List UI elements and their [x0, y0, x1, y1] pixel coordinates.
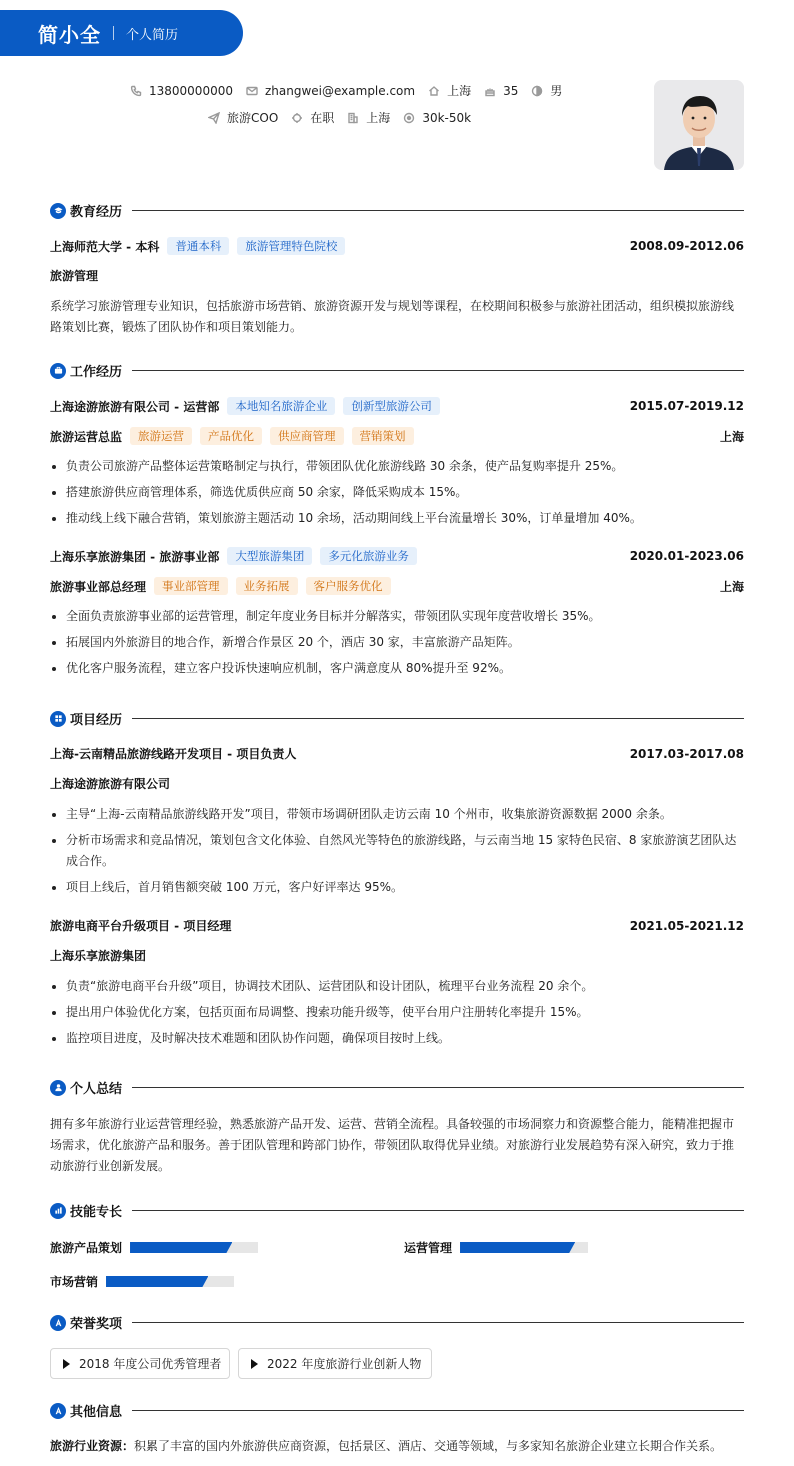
salary-info	[403, 111, 471, 125]
section-divider	[132, 718, 744, 719]
skill-name: 市场营销	[50, 1275, 99, 1289]
school-name: 上海师范大学 - 本科	[50, 239, 160, 254]
work-city: 上海	[719, 429, 744, 444]
project-date: 2021.05-2021.12	[629, 918, 744, 933]
grid-icon	[50, 711, 66, 727]
awards-heading: 荣誉奖项	[70, 1317, 123, 1332]
project-1-header-row	[50, 745, 744, 762]
company-tag: 创新型旅游公司	[343, 397, 440, 415]
role-tag: 事业部管理	[154, 577, 228, 595]
project-2-bullets	[50, 976, 744, 1054]
skill-name: 运营管理	[404, 1241, 453, 1255]
summary-text: 拥有多年旅游行业运营管理经验，熟悉旅游产品开发、运营、营销全流程。具备较强的市场洞察力和资源整合能力，能精准把握市场需求，优化旅游产品和服务。善于团队管理和跨部门协作，带领团队取得优异业绩。对旅游行业发展趋势有深入研究，致力于推动旅游行业创新发展。	[50, 1117, 735, 1173]
work-city: 上海	[719, 579, 744, 594]
education-heading: 教育经历	[70, 205, 123, 220]
project-company: 上海途游旅游有限公司	[50, 777, 171, 791]
section-divider	[132, 1087, 744, 1088]
info-icon	[50, 1403, 66, 1419]
skills-heading: 技能专长	[70, 1205, 123, 1220]
candidate-name: 简小全	[38, 22, 101, 47]
school-tag: 普通本科	[167, 237, 229, 255]
building-icon	[347, 112, 359, 124]
avatar-photo	[654, 80, 744, 170]
major-row	[50, 267, 744, 284]
project-2-header-row	[50, 917, 744, 934]
skill-bar-fill	[106, 1276, 208, 1287]
list-item: 负责“旅游电商平台升级”项目，协调技术团队、运营团队和设计团队，梳理平台业务流程 20 余个。	[50, 976, 744, 997]
target-city-text: 上海	[366, 111, 391, 125]
work-date: 2015.07-2019.12	[629, 399, 744, 413]
company-tag: 多元化旅游业务	[320, 547, 417, 565]
section-divider	[132, 1210, 744, 1211]
project-1-company-row	[50, 775, 744, 792]
award-text: 2018 年度公司优秀管理者	[79, 1357, 222, 1371]
company-name: 上海途游旅游有限公司 - 运营部	[50, 399, 220, 414]
award-badge	[238, 1348, 432, 1379]
skill-bar-fill	[130, 1242, 232, 1253]
name-banner	[0, 10, 243, 56]
awards-section-title	[50, 1313, 744, 1332]
salary-text: 30k-50k	[422, 110, 472, 125]
list-item: 搭建旅游供应商管理体系，筛选优质供应商 50 余家，降低采购成本 15%。	[50, 482, 744, 503]
list-item: 推动线上线下融合营销，策划旅游主题活动 10 余场，活动期间线上平台流量增长 30%，订单量增加 40%。	[50, 508, 744, 529]
phone-info	[130, 84, 233, 98]
gender-icon	[531, 85, 543, 97]
work-2-header-row	[50, 547, 744, 565]
target-position-info	[208, 109, 278, 126]
award-badge	[50, 1348, 230, 1379]
status-text: 在职	[310, 111, 335, 125]
education-description: 系统学习旅游管理专业知识，包括旅游市场营销、旅游资源开发与规划等课程，在校期间积极参与旅游社团活动，组织模拟旅游线路策划比赛，锻炼了团队协作和项目策划能力。	[50, 299, 735, 334]
project-title: 旅游电商平台升级项目 - 项目经理	[50, 919, 232, 933]
list-item: 监控项目进度，及时解决技术难题和团队协作问题，确保项目按时上线。	[50, 1028, 744, 1049]
role-tag: 业务拓展	[236, 577, 298, 595]
role-tag: 营销策划	[352, 427, 414, 445]
project-2-company-row	[50, 947, 744, 964]
skill-bar	[106, 1276, 234, 1287]
target-position-text: 旅游COO	[227, 111, 279, 125]
list-item: 拓展国内外旅游目的地合作，新增合作景区 20 个，酒店 30 家，丰富旅游产品矩阵。	[50, 632, 744, 653]
education-header-row	[50, 237, 744, 255]
projects-section-title	[50, 709, 744, 728]
skill-item	[50, 1239, 258, 1256]
age-text: 35	[503, 83, 519, 98]
other-text: 积累了丰富的国内外旅游供应商资源，包括景区、酒店、交通等领域，与多家知名旅游企业建立长期合作关系。	[134, 1439, 723, 1453]
list-item: 提出用户体验优化方案，包括页面布局调整、搜索功能升级等，使平台用户注册转化率提升 15%。	[50, 1002, 744, 1023]
section-divider	[132, 210, 744, 211]
education-section-title	[50, 201, 744, 220]
other-info	[50, 1437, 722, 1454]
work-date: 2020.01-2023.06	[629, 549, 744, 563]
play-icon	[251, 1359, 258, 1369]
contact-row-2	[208, 109, 484, 126]
other-label: 旅游行业资源：	[50, 1439, 135, 1453]
graduation-cap-icon	[50, 203, 66, 219]
home-icon	[428, 85, 440, 97]
age-info	[484, 84, 518, 98]
bar-chart-icon	[50, 1203, 66, 1219]
phone-text: 13800000000	[149, 83, 233, 98]
company-tag: 本地知名旅游企业	[227, 397, 335, 415]
email-text: zhangwei@example.com	[264, 83, 416, 98]
list-item: 优化客户服务流程，建立客户投诉快速响应机制，客户满意度从 80%提升至 92%。	[50, 658, 744, 679]
project-company: 上海乐享旅游集团	[50, 949, 147, 963]
section-divider	[132, 370, 744, 371]
list-item: 项目上线后，首月销售额突破 100 万元，客户好评率达 95%。	[50, 877, 744, 898]
skills-section-title	[50, 1201, 744, 1220]
gender-text: 男	[550, 84, 563, 98]
education-date: 2008.09-2012.06	[629, 239, 744, 253]
list-item: 负责公司旅游产品整体运营策略制定与执行，带领团队优化旅游线路 30 余条，使产品复购率提升 25%。	[50, 456, 744, 477]
role-tag: 供应商管理	[270, 427, 344, 445]
list-item: 全面负责旅游事业部的运营管理，制定年度业务目标并分解落实，带领团队实现年度营收增长 35%。	[50, 606, 744, 627]
work-1-header-row	[50, 397, 744, 415]
resume-subtitle: 个人简历	[126, 27, 179, 43]
work-heading: 工作经历	[70, 365, 123, 380]
user-icon	[50, 1080, 66, 1096]
role-tag: 客户服务优化	[306, 577, 391, 595]
major-name: 旅游管理	[50, 269, 99, 283]
status-icon	[291, 112, 303, 124]
status-info	[291, 109, 334, 126]
other-section-title	[50, 1401, 744, 1420]
banner-divider	[113, 26, 114, 40]
role-title: 旅游事业部总经理	[50, 579, 147, 594]
hometown-text: 上海	[447, 84, 472, 98]
skill-bar	[130, 1242, 258, 1253]
project-title: 上海-云南精品旅游线路开发项目 - 项目负责人	[50, 747, 297, 761]
role-tag: 旅游运营	[130, 427, 192, 445]
hometown-info	[428, 82, 471, 99]
skill-bar	[460, 1242, 588, 1253]
section-divider	[132, 1410, 744, 1411]
work-2-role-row	[50, 577, 744, 595]
list-item: 主导“上海-云南精品旅游线路开发”项目，带领市场调研团队走访云南 10 个州市，收集旅游资源数据 2000 余条。	[50, 804, 744, 825]
skill-bar-fill	[460, 1242, 575, 1253]
school-tag: 旅游管理特色院校	[237, 237, 345, 255]
play-icon	[63, 1359, 70, 1369]
section-divider	[132, 1322, 744, 1323]
cake-icon	[484, 85, 496, 97]
phone-icon	[130, 85, 142, 97]
award-text: 2022 年度旅游行业创新人物	[267, 1357, 422, 1371]
role-title: 旅游运营总监	[50, 429, 123, 444]
summary-heading: 个人总结	[70, 1082, 123, 1097]
work-1-role-row	[50, 427, 744, 445]
project-date: 2017.03-2017.08	[629, 746, 744, 761]
coin-icon	[403, 112, 415, 124]
skill-name: 旅游产品策划	[50, 1241, 123, 1255]
skill-item	[404, 1239, 588, 1256]
briefcase-icon	[50, 363, 66, 379]
email-info	[246, 84, 415, 98]
target-city-info	[347, 109, 390, 126]
skill-item	[50, 1273, 234, 1290]
project-1-bullets	[50, 804, 744, 903]
role-tag: 产品优化	[200, 427, 262, 445]
mail-icon	[246, 85, 258, 97]
work-2-bullets	[50, 606, 744, 684]
contact-row-1	[130, 82, 575, 99]
gender-info	[531, 82, 562, 99]
company-tag: 大型旅游集团	[227, 547, 312, 565]
work-section-title	[50, 361, 744, 380]
other-heading: 其他信息	[70, 1405, 123, 1420]
summary-section-title	[50, 1078, 744, 1097]
company-name: 上海乐享旅游集团 - 旅游事业部	[50, 549, 220, 564]
work-1-bullets	[50, 456, 744, 534]
send-icon	[208, 112, 220, 124]
list-item: 分析市场需求和竞品情况，策划包含文化体验、自然风光等特色的旅游线路，与云南当地 15 家特色民宿、8 家旅游演艺团队达成合作。	[50, 830, 744, 872]
avatar	[654, 80, 744, 170]
award-icon	[50, 1315, 66, 1331]
projects-heading: 项目经历	[70, 713, 123, 728]
